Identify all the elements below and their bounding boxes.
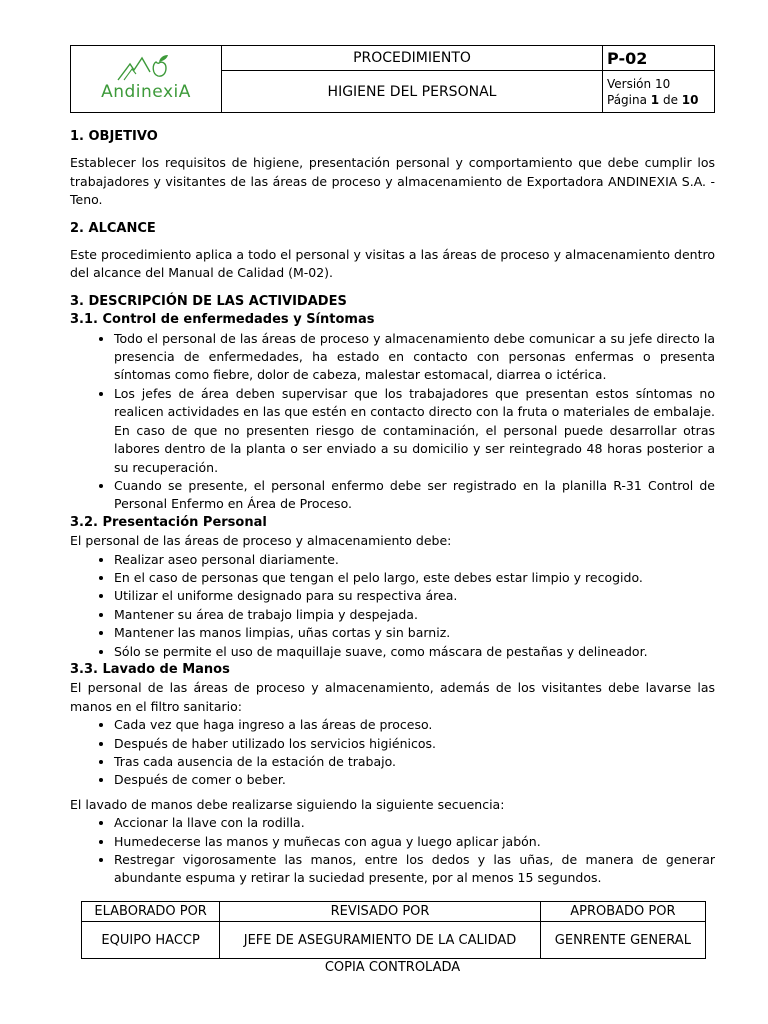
list-item: • Todo el personal de las áreas de proceso y almacenamiento debe comunicar a su jefe directo la presencia de enfermedades, ha estado en contacto con personas enfermas o presenta síntomas como fiebre, dolor de cabeza, malestar estomacal, diarrea o ictérica.	[114, 330, 715, 385]
doc-code-cell	[603, 46, 715, 71]
list-item: • Tras cada ausencia de la estación de trabajo.	[114, 753, 715, 771]
list-item: • Realizar aseo personal diariamente.	[114, 551, 715, 569]
doc-code: P-02	[607, 48, 648, 68]
list-item: • Cuando se presente, el personal enfermo debe ser registrado en la planilla R-31 Control de Personal Enfermo en Área de Proceso.	[114, 477, 715, 514]
list-item: • Mantener las manos limpias, uñas cortas y sin barniz.	[114, 624, 715, 642]
elaborated-by-header: ELABORADO POR	[82, 902, 220, 922]
company-logo	[71, 46, 221, 112]
list-item: • Sólo se permite el uso de maquillaje suave, como máscara de pestañas y delineador.	[114, 643, 715, 661]
controlled-copy-note: COPIA CONTROLADA	[324, 960, 461, 975]
page-of: de	[659, 92, 682, 107]
handwash-sequence-list	[70, 814, 715, 888]
page-number: 1	[650, 92, 660, 107]
list-item: • Después de comer o beber.	[114, 771, 715, 789]
section-3-1-heading: 3.1. Control de enfermedades y Síntomas	[70, 312, 375, 328]
list-item: • Restregar vigorosamente las manos, entre los dedos y las uñas, de manera de generar abundante espuma y retirar la suciedad presente, por al menos 15 segundos.	[114, 851, 715, 888]
section-3-3-heading: 3.3. Lavado de Manos	[70, 661, 230, 677]
reviewed-by-value: JEFE DE ASEGURAMIENTO DE LA CALIDAD	[220, 922, 541, 959]
section-3-2-list	[70, 551, 715, 661]
logo-cell	[71, 46, 222, 113]
list-item: • Humedecerse las manos y muñecas con agua y luego aplicar jabón.	[114, 833, 715, 851]
reviewed-by-header: REVISADO POR	[220, 902, 541, 922]
elaborated-by-value: EQUIPO HACCP	[82, 922, 220, 959]
approval-table	[81, 901, 706, 959]
document-header	[70, 45, 715, 113]
section-1-heading: 1. OBJETIVO	[70, 129, 158, 144]
section-2-heading: 2. ALCANCE	[70, 220, 156, 236]
doc-version: Versión 10	[607, 76, 671, 91]
list-item: • Mantener su área de trabajo limpia y despejada.	[114, 606, 715, 624]
section-3-heading: 3. DESCRIPCIÓN DE LAS ACTIVIDADES	[70, 293, 347, 309]
handwash-sequence-intro: El lavado de manos debe realizarse siguiendo la siguiente secuencia:	[70, 796, 505, 812]
section-2-text: Este procedimiento aplica a todo el personal y visitas a las áreas de proceso y almacenamiento dentro del alcance del Manual de Calidad (M-02).	[70, 247, 715, 281]
approved-by-value: GENRENTE GENERAL	[540, 922, 705, 959]
list-item: • Después de haber utilizado los servicios higiénicos.	[114, 735, 715, 753]
page-prefix: Página	[607, 92, 651, 107]
doc-title: HIGIENE DEL PERSONAL	[222, 71, 603, 113]
section-1-text: Establecer los requisitos de higiene, presentación personal y comportamiento que debe cumplir los trabajadores y visitantes de las áreas de proceso y almacenamiento de Exportadora ANDINEXIA S.A. - Teno.	[70, 155, 715, 208]
page-total: 10	[681, 92, 699, 107]
list-item: • Utilizar el uniforme designado para su respectiva área.	[114, 587, 715, 605]
section-3-1-list	[70, 330, 715, 514]
list-item: • Los jefes de área deben supervisar que los trabajadores que presentan estos síntomas no realicen actividades en las que estén en contacto directo con la fruta o materiales de embalaje. En caso de que no presenten riesgo de contaminación, el personal puede desarrollar otras labores dentro de la planta o ser enviado a su domicilio y ser reintegrado 48 horas posterior a su recuperación.	[114, 385, 715, 477]
doc-version-cell	[603, 71, 715, 113]
page-indicator	[607, 92, 714, 108]
logo-text: AndinexiA	[101, 82, 191, 102]
doc-type: PROCEDIMIENTO	[222, 46, 603, 71]
list-item: • Cada vez que haga ingreso a las áreas de proceso.	[114, 716, 715, 734]
section-3-3-intro: El personal de las áreas de proceso y almacenamiento, además de los visitantes debe lavarse las manos en el filtro sanitario:	[70, 680, 715, 714]
mountain-leaf-icon	[116, 52, 178, 84]
section-3-3-list	[70, 716, 715, 790]
list-item: • Accionar la llave con la rodilla.	[114, 814, 715, 832]
document-body	[70, 128, 715, 888]
list-item: • En el caso de personas que tengan el pelo largo, este debes estar limpio y recogido.	[114, 569, 715, 587]
section-3-2-intro: El personal de las áreas de proceso y almacenamiento debe:	[70, 533, 452, 549]
approved-by-header: APROBADO POR	[540, 902, 705, 922]
section-3-2-heading: 3.2. Presentación Personal	[70, 514, 267, 530]
